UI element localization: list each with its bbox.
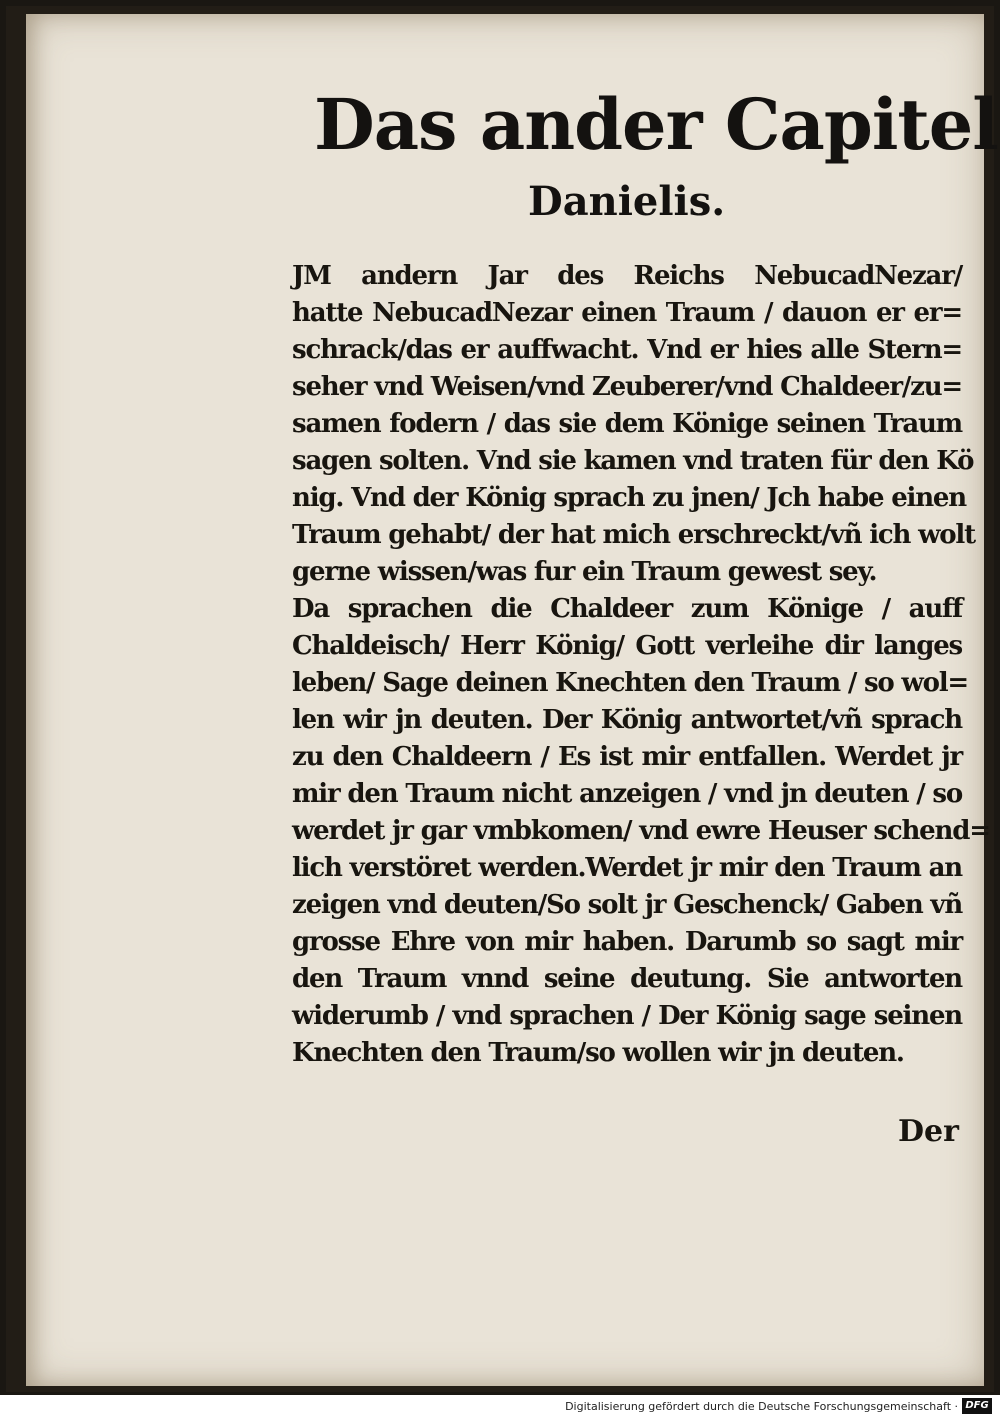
text-line: Da sprachen die Chaldeer zum Könige / auff [292, 594, 962, 624]
text-line: widerumb / vnd sprachen / Der König sage seinen [292, 1001, 962, 1031]
text-line: schrack/das er auffwacht. Vnd er hies alle Stern= [292, 335, 962, 365]
footer-credit: Digitalisierung gefördert durch die Deutsche Forschungsgemeinschaft · [565, 1400, 958, 1413]
text-line: samen fodern / das sie dem Könige seinen Traum [292, 409, 962, 439]
text-line: leben/ Sage deinen Knechten den Traum / so wol= [292, 668, 968, 698]
text-line: nig. Vnd der König sprach zu jnen/ Jch habe einen [292, 483, 966, 513]
text-line: seher vnd Weisen/vnd Zeuberer/vnd Chaldeer/zu= [292, 372, 962, 402]
text-line: JM andern Jar des Reichs NebucadNezar/ [292, 261, 962, 291]
text-line: len wir jn deuten. Der König antwortet/vñ sprach [292, 705, 962, 735]
text-line: Traum gehabt/ der hat mich erschreckt/vñ ich wolt [292, 520, 975, 550]
chapter-title: Das ander Capitel [314, 83, 998, 166]
text-line: Knechten den Traum/so wollen wir jn deuten. [292, 1038, 904, 1068]
chapter-subtitle: Danielis. [528, 178, 726, 225]
text-line: zu den Chaldeern / Es ist mir entfallen. Werdet jr [292, 742, 962, 772]
text-line: mir den Traum nicht anzeigen / vnd jn deuten / so [292, 779, 962, 809]
body-text [292, 258, 990, 1072]
text-line: Chaldeisch/ Herr König/ Gott verleihe dir langes [292, 631, 962, 661]
catchword: Der [898, 1114, 959, 1149]
text-line: den Traum vnnd seine deutung. Sie antworten [292, 964, 962, 994]
text-line: werdet jr gar vmbkomen/ vnd ewre Heuser schend= [292, 816, 990, 846]
dfg-logo: DFG [962, 1398, 992, 1414]
text-line: lich verstöret werden.Werdet jr mir den Traum an [292, 853, 962, 883]
text-line: hatte NebucadNezar einen Traum / dauon er er= [292, 298, 962, 328]
text-line: gerne wissen/was fur ein Traum gewest sey. [292, 557, 877, 587]
text-line: grosse Ehre von mir haben. Darumb so sagt mir [292, 927, 962, 957]
text-line: zeigen vnd deuten/So solt jr Geschenck/ Gaben vñ [292, 890, 963, 920]
text-line: sagen solten. Vnd sie kamen vnd traten für den Kö [292, 446, 974, 476]
